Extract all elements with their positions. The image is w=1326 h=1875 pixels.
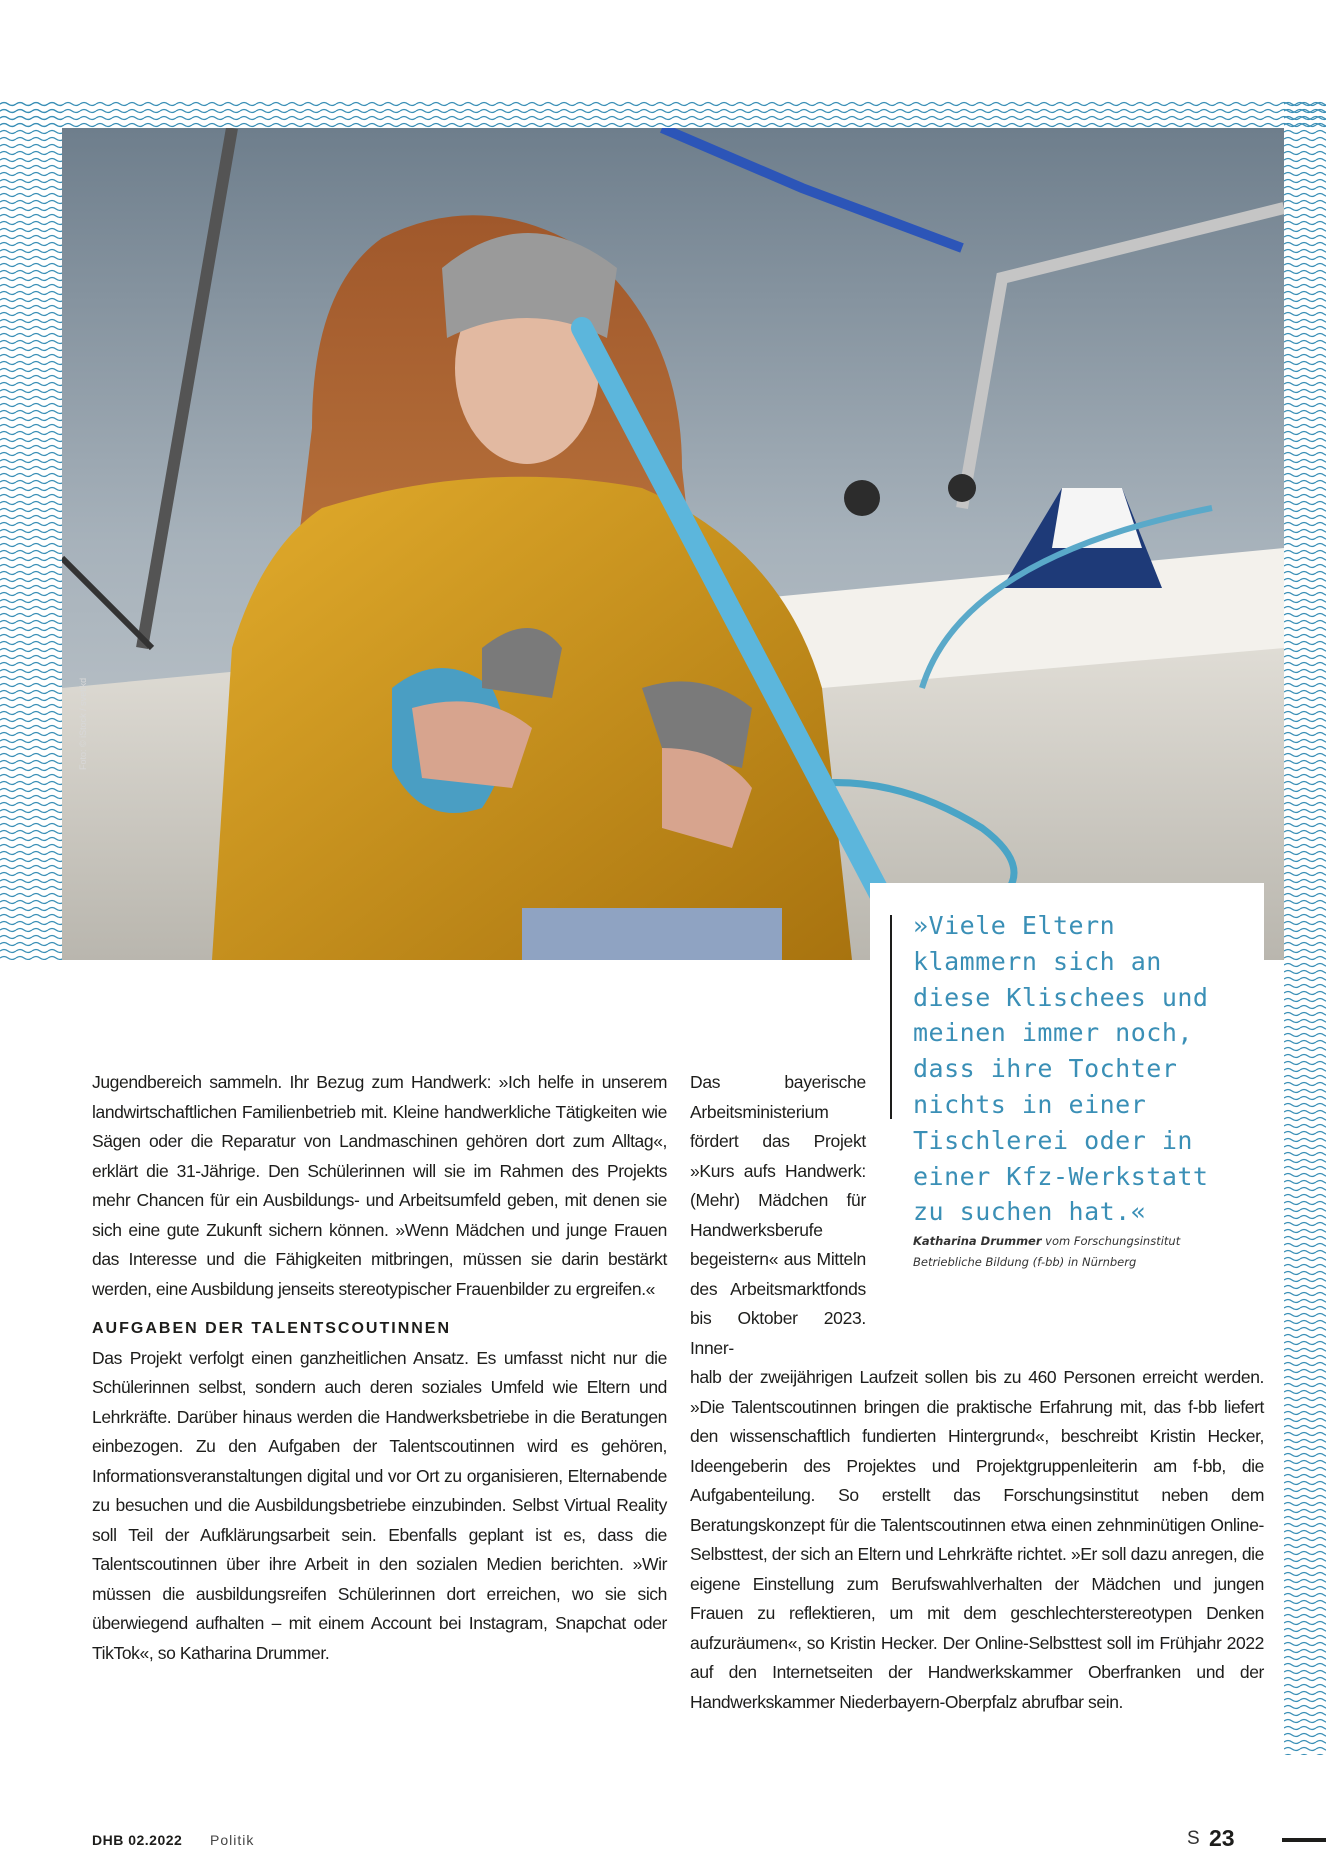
article-column-left <box>92 1068 667 1668</box>
photo-credit: Foto: © iStock / svetikd <box>78 677 88 770</box>
quote-line: Tischlerei oder in <box>913 1125 1193 1155</box>
quote-line: »Viele Eltern <box>913 911 1116 940</box>
quote-line: zu suchen hat.« <box>913 1197 1147 1227</box>
magazine-issue: DHB 02.2022 <box>92 1832 183 1848</box>
quote-line: einer Kfz-Werkstatt <box>913 1161 1209 1191</box>
quote-source <box>913 1231 1243 1273</box>
quote-text <box>913 908 1263 1230</box>
article-column-narrow <box>690 1068 866 1363</box>
wave-pattern-top <box>0 100 1326 130</box>
page-number: 23 <box>1209 1825 1235 1851</box>
quote-bar <box>890 915 892 1119</box>
page-label: S <box>1187 1828 1200 1849</box>
paragraph: Das Projekt verfolgt einen ganzheitlichen Ansatz. Es umfasst nicht nur die Schülerinnen selbst, sondern auch deren soziales Umfeld wie Eltern und Lehrkräfte. Darüber hinaus werden die Handwerksbetriebe in die Beratungen einbezogen. Zu den Aufgaben der Talentscoutinnen wird es gehören, Informationsveranstaltungen digital und vor Ort zu organisieren, Elternabende zu besuchen und die Ausbildungsbetriebe einzubinden. Selbst Virtual Reality soll Teil der Aufklärungsarbeit sein. Ebenfalls geplant ist es, dass die Talentscoutinnen über ihre Arbeit in den sozialen Medien berichten. »Wir müssen die ausbildungsreifen Schülerinnen dort erreichen, wo sie sich überwiegend aufhalten – mit einem Account bei Instagram, Snapchat oder TikTok«, so Katharina Drummer. <box>92 1347 667 1663</box>
quote-line: dass ihre Tochter <box>913 1054 1178 1084</box>
wave-pattern-right <box>1284 100 1326 1755</box>
quote-line: meinen immer noch, <box>913 1018 1193 1048</box>
footer-rule <box>1282 1838 1326 1842</box>
sailing-woman-photo <box>62 128 1284 960</box>
quote-line: diese Klischees und <box>913 982 1209 1012</box>
quote-line: klammern sich an <box>913 946 1162 976</box>
paragraph: halb der zweijährigen Laufzeit sollen bis zu 460 Personen erreicht werden. »Die Talentscoutinnen bringen die praktische Erfahrung mit, das f-bb liefert den wissenschaftlich fundierten Hintergrund«, beschreibt Kristin Hecker, Ideengeberin des Projektes und Projektgruppenleiterin am f-bb, die Aufgabenteilung. So erstellt das Forschungsinstitut neben dem Beratungskonzept für die Talentscoutinnen etwa einen zehnminütigen Online-Selbsttest, der sich an Eltern und Lehrkräfte richtet. »Er soll dazu anregen, die eigene Einstellung zum Berufswahlverhalten der Mädchen und jungen Frauen zu reflektieren, um mit dem geschlechterstereotypen Denken aufzuräumen«, so Kristin Hecker. Der Online-Selbsttest soll im Frühjahr 2022 auf den Internetseiten der Handwerkskammer Oberfranken und der Handwerkskammer Niederbayern-Oberpfalz abrufbar sein. <box>690 1367 1264 1712</box>
quote-source-affiliation-2: Betriebliche Bildung (f-bb) in Nürnberg <box>913 1255 1137 1269</box>
page-footer <box>92 1825 1326 1852</box>
paragraph: Das bayerische Arbeitsministerium fördert das Projekt »Kurs aufs Handwerk: (Mehr) Mädchen für Handwerksberufe begeistern« aus Mitteln des Arbeitsmarktfonds bis Oktober 2023. Inner- <box>690 1072 866 1358</box>
article-column-right <box>690 1363 1264 1717</box>
pull-quote <box>870 883 1264 1283</box>
quote-source-name: Katharina Drummer <box>913 1234 1042 1248</box>
quote-line: nichts in einer <box>913 1089 1147 1119</box>
quote-source-affiliation: vom Forschungsinstitut <box>1041 1234 1181 1248</box>
section-name: Politik <box>210 1832 255 1848</box>
paragraph: Jugendbereich sammeln. Ihr Bezug zum Handwerk: »Ich helfe in unserem landwirtschaftlichen Familienbetrieb mit. Kleine handwerkliche Tätigkeiten wie Sägen oder die Reparatur von Landmaschinen gehören dort zum Alltag«, erklärt die 31-Jährige. Den Schülerinnen will sie im Rahmen des Projekts mehr Chancen für ein Ausbildungs- und Arbeitsumfeld geben, mit denen sie sich eine gute Zukunft sichern können. »Wenn Mädchen und junge Frauen das Interesse und die Fähigkeiten mitbringen, müssen sie darin bestärkt werden, eine Ausbildung jenseits stereotypischer Frauenbilder zu ergreifen.« <box>92 1072 667 1299</box>
section-subheading: AUFGABEN DER TALENTSCOUTINNEN <box>92 1320 452 1337</box>
wave-pattern-left <box>0 100 62 960</box>
